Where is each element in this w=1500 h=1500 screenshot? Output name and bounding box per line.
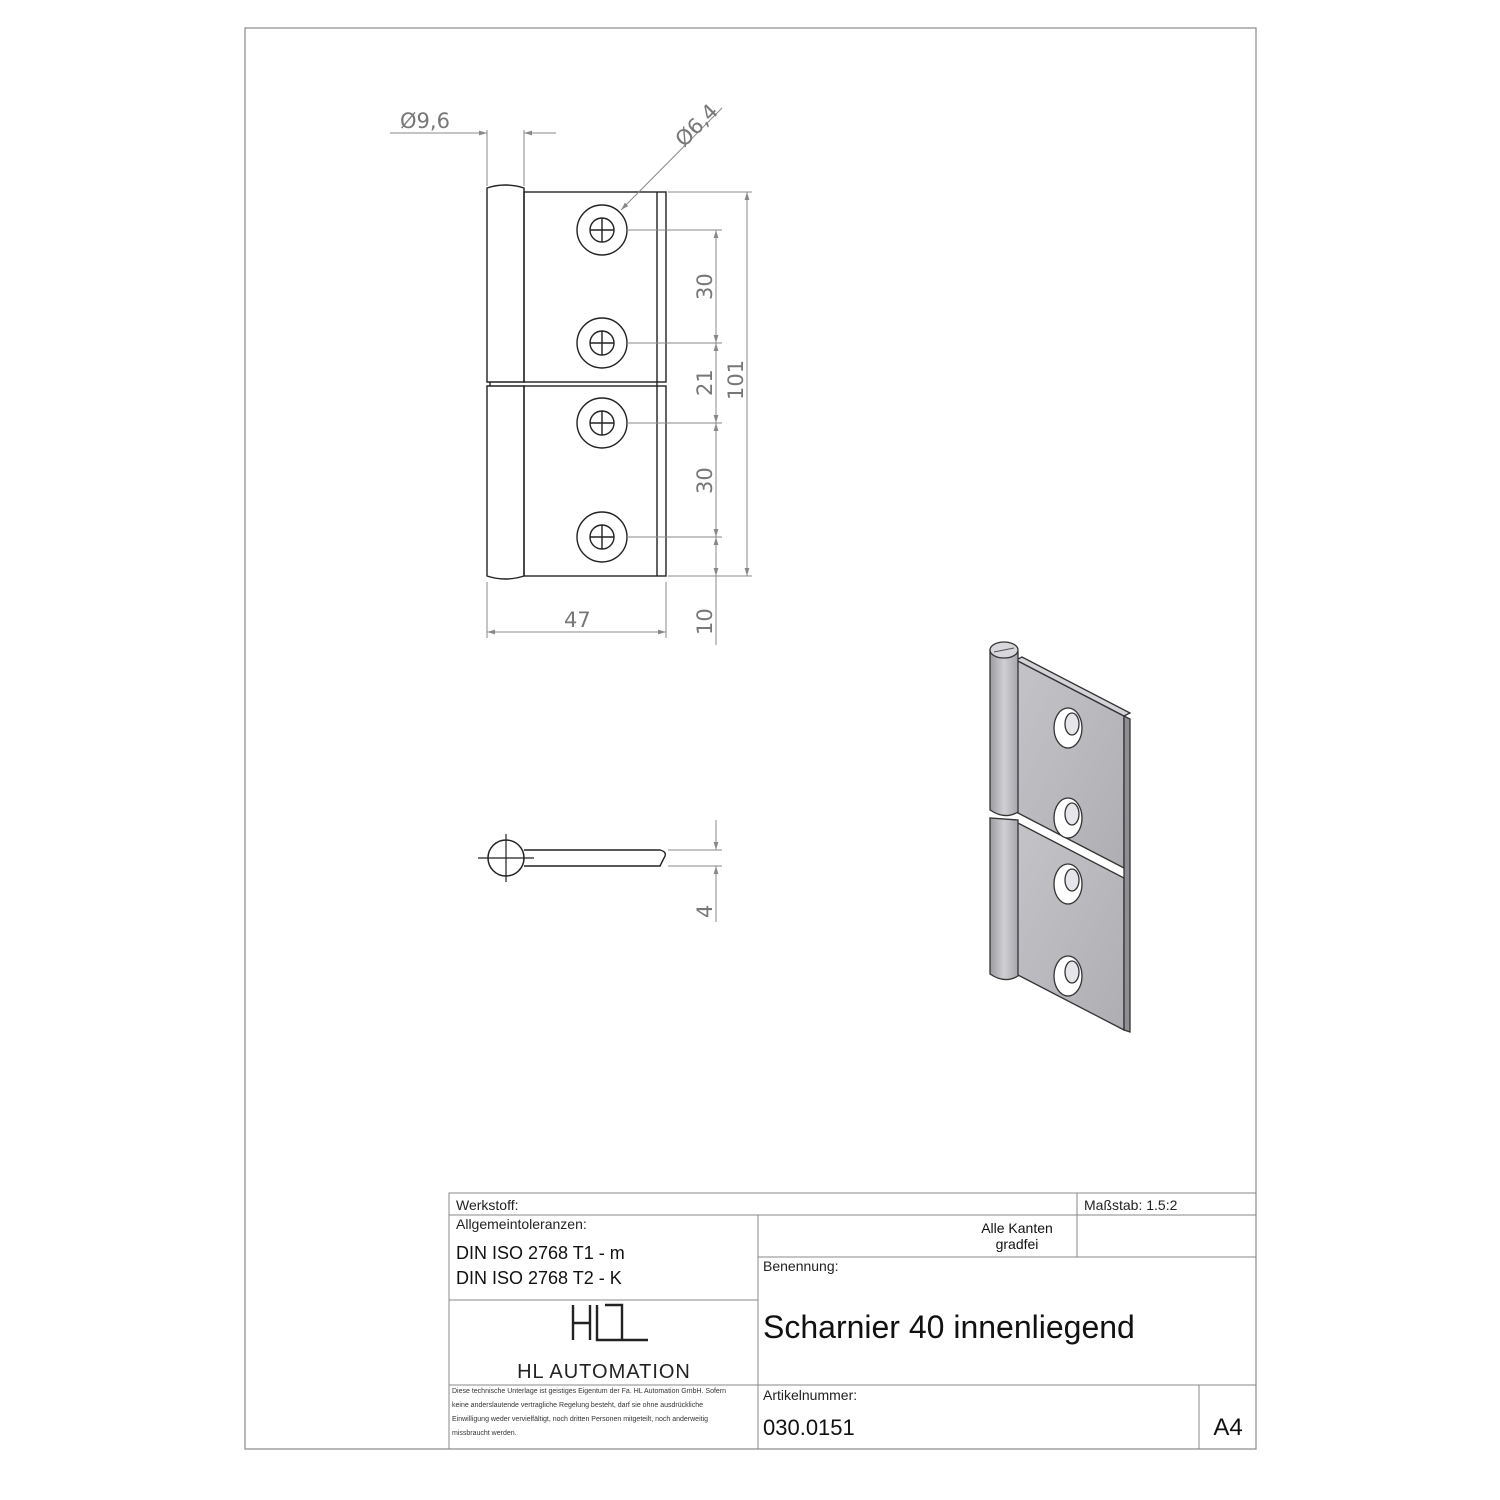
hole-2 <box>577 318 627 368</box>
designation-label: Benennung: <box>763 1258 839 1274</box>
pin-lower <box>487 386 524 579</box>
front-view <box>487 185 666 579</box>
disclaimer-line-4: missbraucht werden. <box>452 1430 517 1437</box>
edges-note-line-2: gradfei <box>995 1236 1039 1252</box>
holes <box>577 205 627 562</box>
material-label: Werkstoff: <box>456 1197 519 1213</box>
dim-middle-spacing: 21 <box>693 369 717 396</box>
scale-label: Maßstab: 1.5:2 <box>1084 1197 1178 1213</box>
sheet-size: A4 <box>1213 1414 1243 1441</box>
dim-thickness: 4 <box>693 904 717 918</box>
disclaimer-line-3: Einwilligung weder vervielfältigt, noch dritten Personen mitgeteilt, noch anderweitig <box>452 1416 709 1423</box>
edges-note-line-1: Alle Kanten <box>981 1220 1053 1236</box>
isometric-view <box>990 642 1130 1032</box>
dim-edge-offset: 10 <box>693 608 717 635</box>
company-name: HL AUTOMATION <box>517 1361 691 1383</box>
top-view <box>478 820 722 922</box>
article-value: 030.0151 <box>763 1415 855 1440</box>
dim-hole-diameter: Ø6,4 <box>670 99 723 152</box>
disclaimer-line-2: keine anderslautende vertragliche Regelung besteht, darf sie ohne ausdrückliche <box>452 1402 703 1409</box>
designation-value: Scharnier 40 innenliegend <box>763 1309 1135 1345</box>
hole-3 <box>577 398 627 448</box>
dim-hole-spacing-top: 30 <box>693 273 717 300</box>
tolerance-line-2: DIN ISO 2768 T2 - K <box>456 1268 622 1288</box>
dim-total-height: 101 <box>724 359 748 400</box>
tolerances-label: Allgemeintoleranzen: <box>456 1216 587 1232</box>
hole-1 <box>577 205 627 255</box>
company-logo <box>573 1305 648 1340</box>
tolerance-line-1: DIN ISO 2768 T1 - m <box>456 1243 625 1263</box>
pin-upper <box>487 185 524 382</box>
dim-pin-diameter: Ø9,6 <box>400 109 450 133</box>
article-label: Artikelnummer: <box>763 1387 858 1403</box>
dim-hole-spacing-bottom: 30 <box>693 467 717 494</box>
dim-width: 47 <box>564 608 591 632</box>
hole-4 <box>577 512 627 562</box>
disclaimer-line-1: Diese technische Unterlage ist geistiges Eigentum der Fa. HL Automation GmbH. Sofern <box>452 1388 727 1395</box>
